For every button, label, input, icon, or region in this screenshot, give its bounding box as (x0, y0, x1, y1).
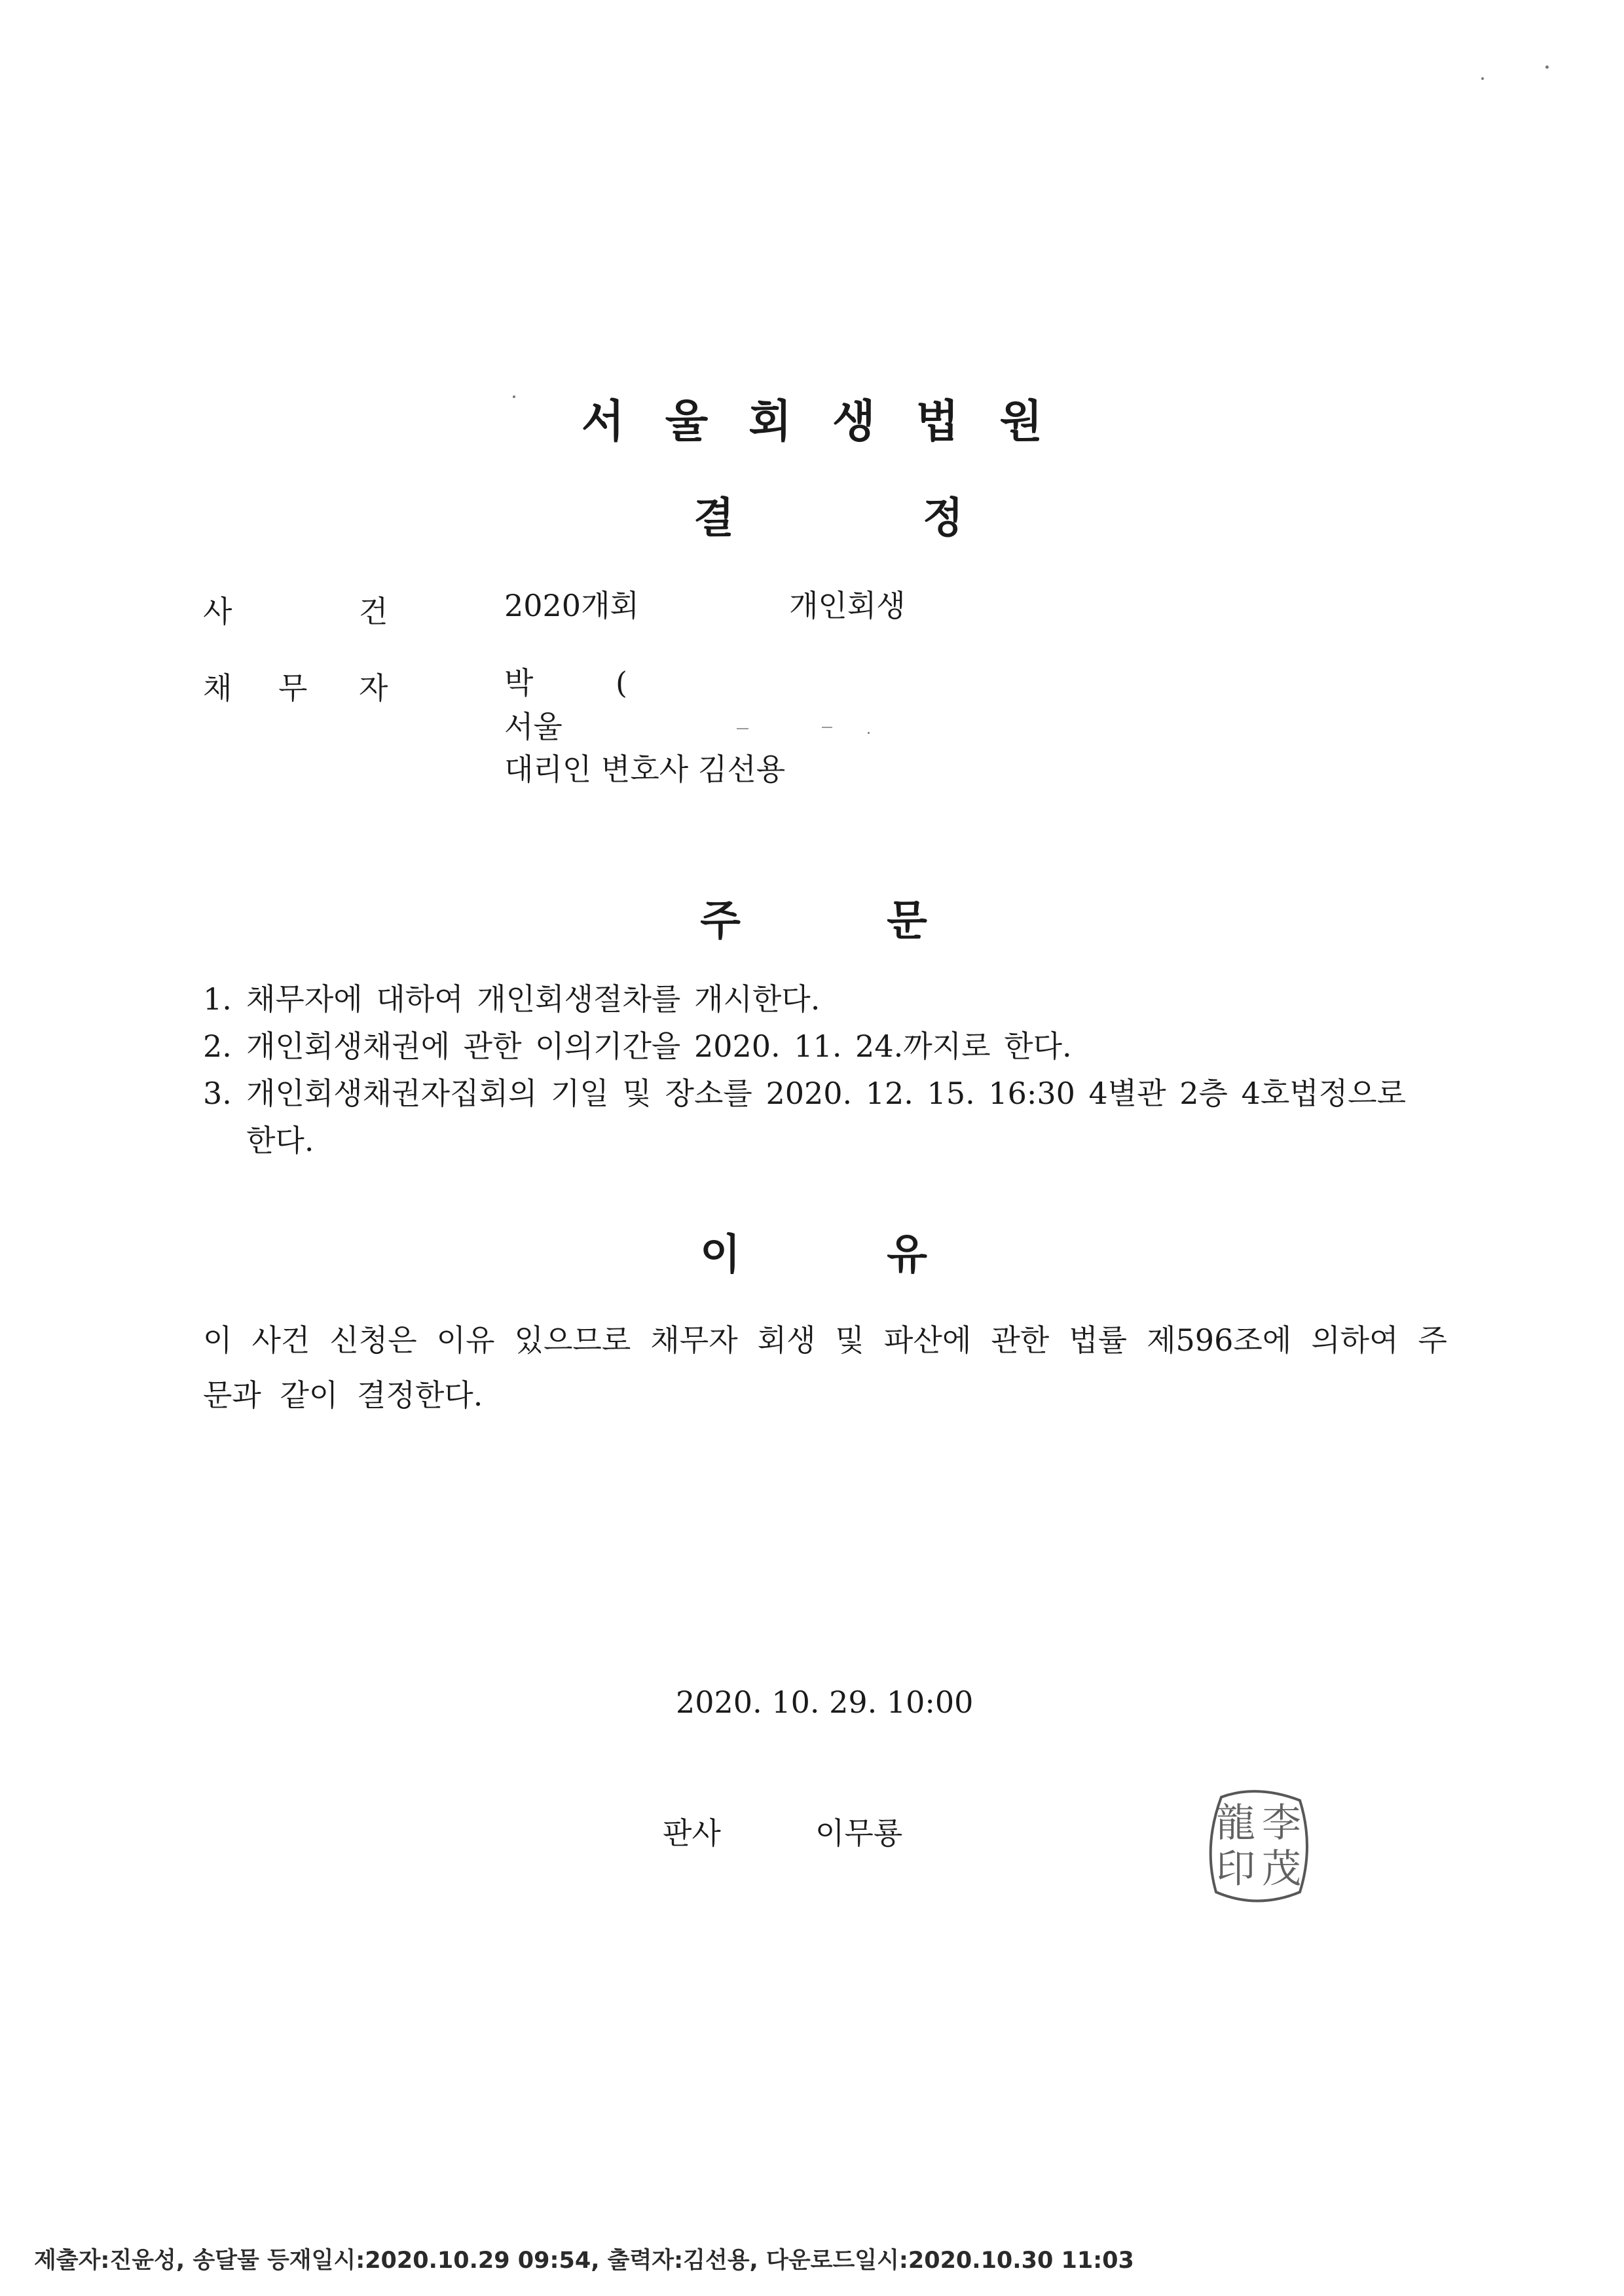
order-text: 개인회생채권에 관한 이의기간을 2020. 11. 24.까지로 한다. (246, 1029, 1072, 1064)
debtor-label-1: 채 (203, 670, 232, 706)
order-heading-left: 주 (700, 897, 741, 945)
debtor-address: 서울 (504, 709, 563, 744)
redaction-mark (737, 728, 748, 729)
order-list (203, 975, 1447, 1164)
debtor-paren: ( (616, 665, 627, 701)
order-number: 3. (203, 1076, 232, 1111)
order-item (203, 975, 1447, 1023)
redaction-mark (822, 727, 832, 728)
debtor-representative: 대리인 변호사 김선용 (504, 752, 786, 787)
seal-char: 李 (1262, 1800, 1301, 1846)
case-type: 개인회생 (789, 588, 906, 623)
debtor-label-2: 무 (278, 670, 308, 706)
case-label-1: 사 (203, 594, 232, 629)
debtor-label-3: 자 (359, 670, 388, 706)
order-text: 개인회생채권자집회의 기일 및 장소를 2020. 12. 15. 16:30 4별관 2층 4호법정으로 한다. (246, 1076, 1407, 1158)
reason-text: 이 사건 신청은 이유 있으므로 채무자 회생 및 파산에 관한 법률 제596조에 의하여 주문과 같이 결정한다. (203, 1322, 1447, 1413)
judge-title: 판사 (663, 1815, 721, 1851)
court-name: 서울회생법원 (581, 396, 1084, 448)
scan-speck (1481, 77, 1484, 80)
order-text: 채무자에 대하여 개인회생절차를 개시한다. (246, 981, 821, 1017)
reason-heading-right: 유 (887, 1231, 927, 1279)
order-item (203, 1070, 1447, 1164)
seal-char: 龍 (1216, 1800, 1255, 1846)
document-title-left: 결 (693, 494, 734, 543)
scan-speck (868, 732, 870, 734)
document-title-right: 정 (923, 494, 963, 543)
case-label-2: 건 (359, 594, 388, 629)
footer-submission-info: 제출자:진윤성, 송달물 등재일시:2020.10.29 09:54, 출력자:김선용, 다운로드일시:2020.10.30 11:03 (34, 2248, 1134, 2274)
reason-heading-left: 이 (700, 1231, 741, 1279)
order-number: 2. (203, 1029, 232, 1064)
order-item (203, 1023, 1447, 1070)
seal-char: 印 (1216, 1846, 1255, 1892)
debtor-name: 박 (504, 665, 534, 701)
judge-seal (1202, 1784, 1313, 1908)
case-number: 2020개회 (504, 588, 639, 623)
seal-char: 茂 (1262, 1846, 1301, 1892)
judge-name: 이무룡 (815, 1815, 903, 1851)
order-number: 1. (203, 981, 232, 1017)
scan-speck (1545, 65, 1549, 69)
order-heading-right: 문 (887, 897, 927, 945)
decision-datetime: 2020. 10. 29. 10:00 (676, 1685, 974, 1720)
